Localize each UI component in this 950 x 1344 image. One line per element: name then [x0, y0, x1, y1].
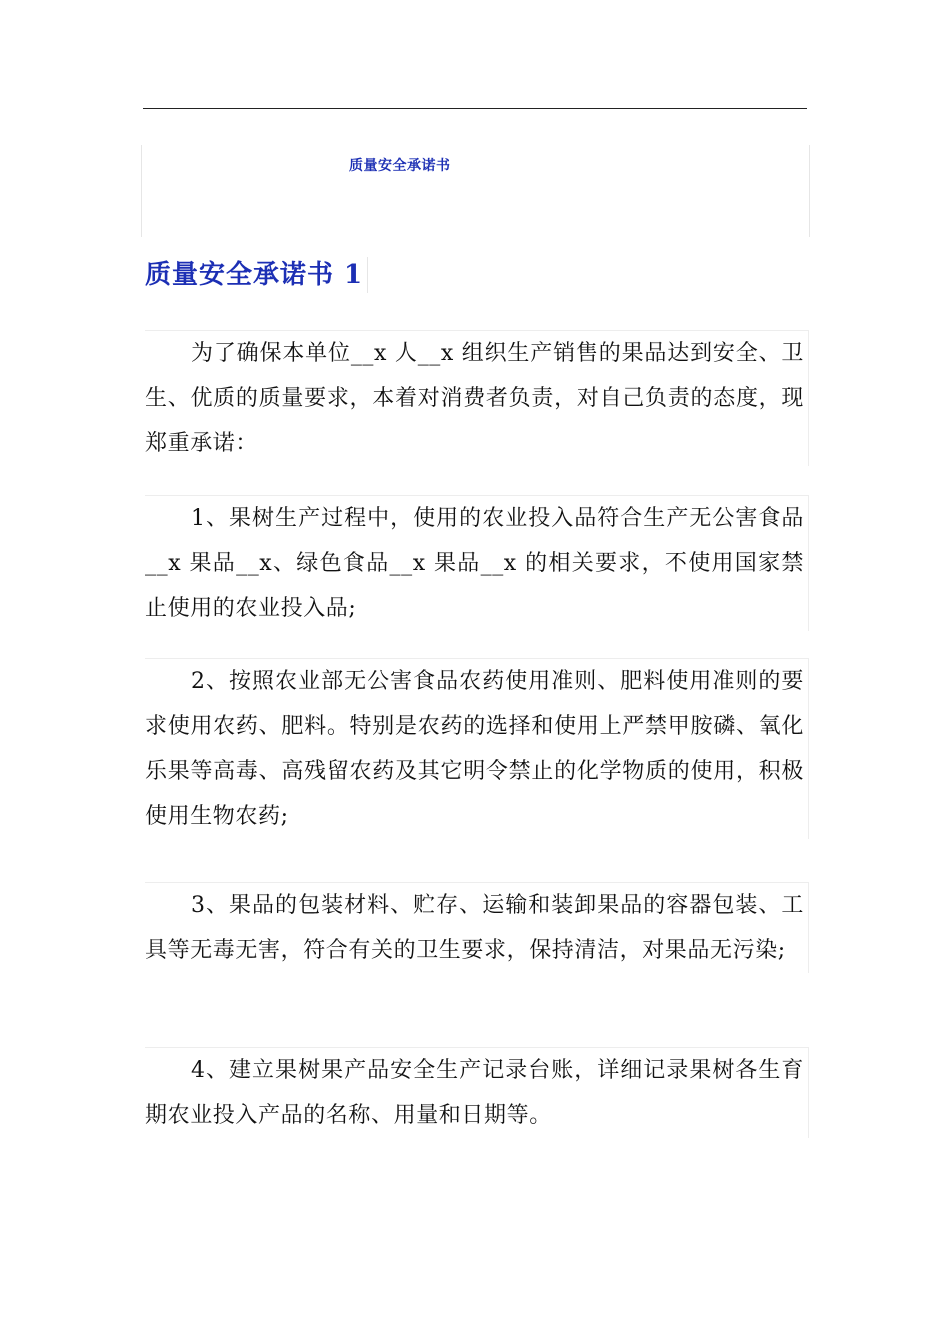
intro-paragraph: 为了确保本单位__x 人__x 组织生产销售的果品达到安全、卫生、优质的质量要求，本着对消费者负责，对自己负责的态度，现郑重承诺：	[145, 330, 809, 466]
document-title: 质量安全承诺书 1	[145, 257, 368, 293]
header-rule	[143, 108, 807, 109]
commitment-item-2: 2、按照农业部无公害食品农药使用准则、肥料使用准则的要求使用农药、肥料。特别是农药的选择和使用上严禁甲胺磷、氧化乐果等高毒、高残留农药及其它明令禁止的化学物质的使用，积极使用生物农药;	[145, 658, 809, 839]
header-title: 质量安全承诺书	[349, 158, 451, 174]
commitment-item-3: 3、果品的包装材料、贮存、运输和装卸果品的容器包装、工具等无毒无害，符合有关的卫生要求，保持清洁，对果品无污染;	[145, 882, 809, 973]
commitment-item-1: 1、果树生产过程中，使用的农业投入品符合生产无公害食品__x 果品__x、绿色食品__x 果品__x 的相关要求，不使用国家禁止使用的农业投入品;	[145, 495, 809, 631]
page-header	[141, 145, 810, 237]
commitment-item-4: 4、建立果树果产品安全生产记录台账，详细记录果树各生育期农业投入产品的名称、用量和日期等。	[145, 1047, 809, 1138]
